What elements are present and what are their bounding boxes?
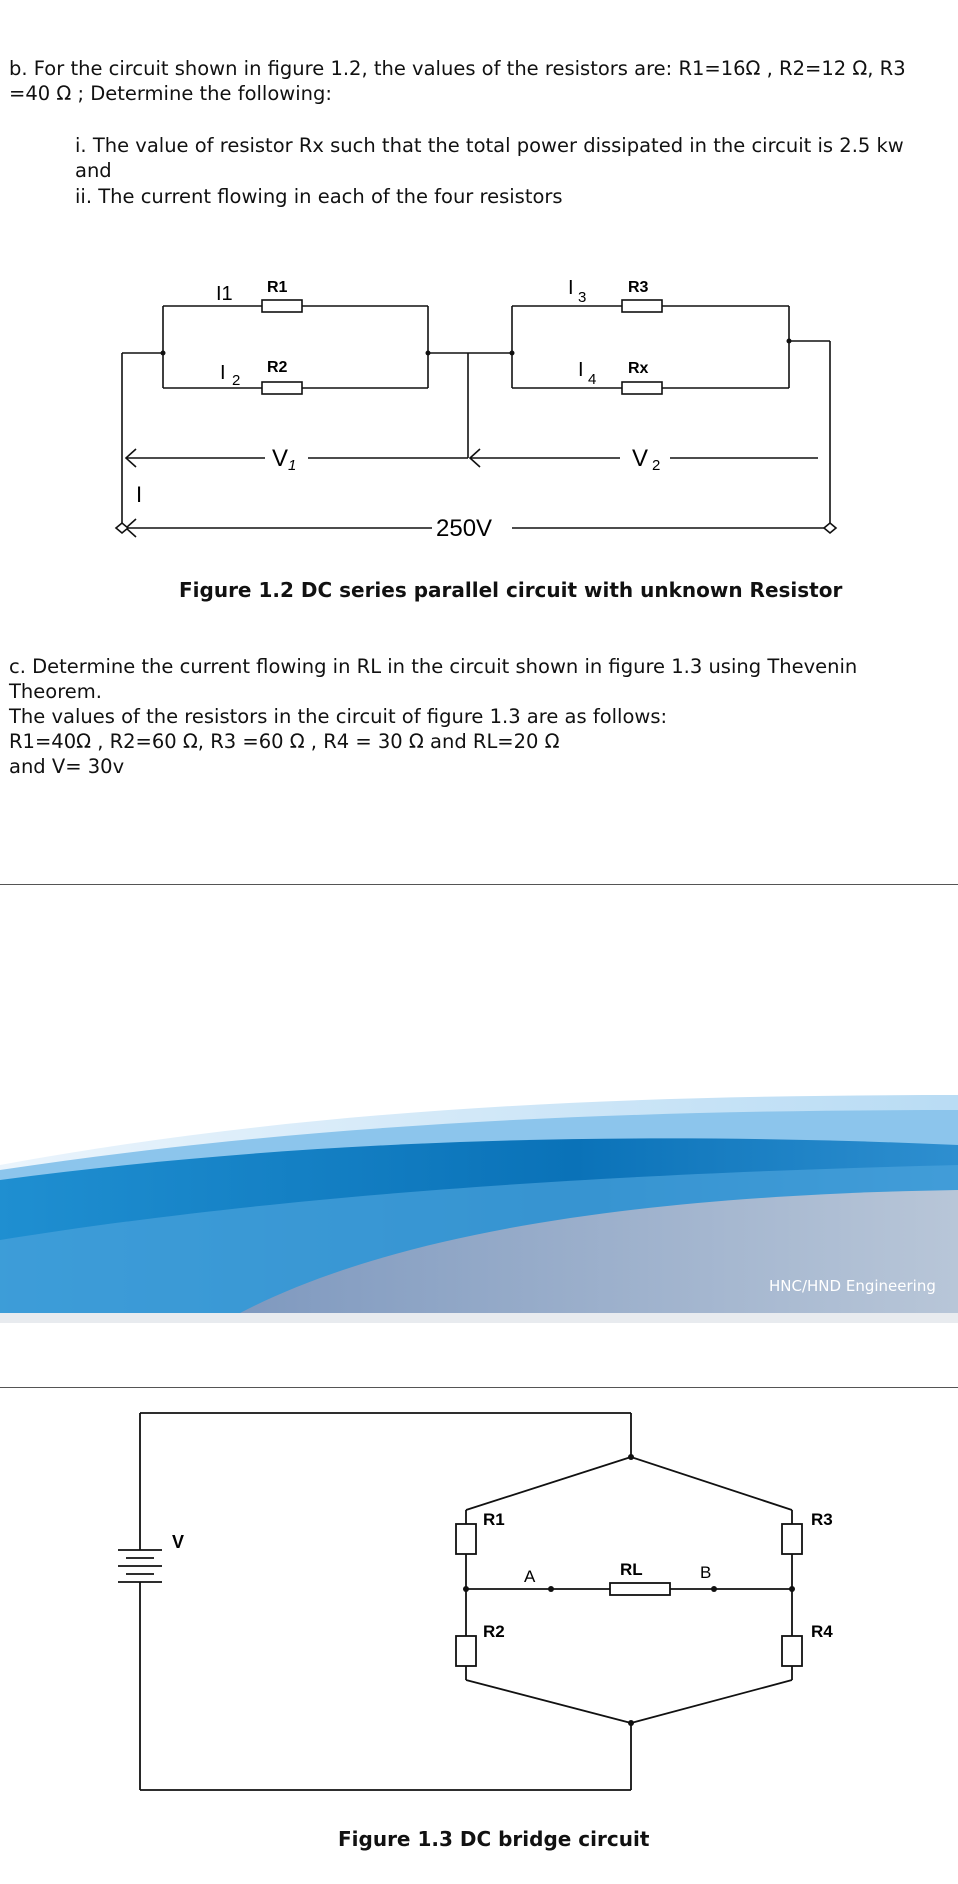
label-r1: R1 — [267, 279, 288, 296]
figure-1-3-diagram — [0, 1400, 958, 1820]
label-v1-sub: 1 — [288, 457, 297, 474]
label-i2-sub: 2 — [232, 372, 241, 389]
label-bridge-r4: R4 — [811, 1622, 833, 1641]
label-rx: Rx — [628, 360, 649, 377]
figure-1-2-caption: Figure 1.2 DC series parallel circuit with unknown Resistor — [179, 578, 843, 602]
label-node-a: A — [524, 1567, 536, 1586]
part-b-line1: b. For the circuit shown in figure 1.2, the values of the resistors are: R1=16Ω , R2=12 Ω, R3 — [9, 57, 906, 80]
label-v2: V — [632, 445, 649, 472]
label-i4: I — [578, 359, 584, 381]
label-rl: RL — [620, 1560, 643, 1579]
label-i4-sub: 4 — [588, 371, 597, 388]
label-current-i: I — [136, 482, 143, 507]
item-i-line2: and — [75, 159, 112, 182]
figure-1-3-caption: Figure 1.3 DC bridge circuit — [338, 1827, 650, 1851]
page-divider-top — [0, 884, 958, 885]
label-250v: 250V — [436, 515, 493, 542]
label-v1: V — [272, 445, 289, 472]
part-b-line2: =40 Ω ; Determine the following: — [9, 82, 332, 105]
part-c-line1: c. Determine the current flowing in RL in the circuit shown in figure 1.3 using Thevenin — [9, 655, 858, 678]
part-c-line3: The values of the resistors in the circuit of figure 1.3 are as follows: — [9, 705, 668, 728]
label-i3-sub: 3 — [578, 289, 587, 306]
label-i3: I — [568, 277, 574, 299]
label-v2-sub: 2 — [652, 457, 661, 474]
part-c-line4: R1=40Ω , R2=60 Ω, R3 =60 Ω , R4 = 30 Ω and RL=20 Ω — [9, 730, 560, 753]
item-i-line1: i. The value of resistor Rx such that the total power dissipated in the circuit is 2.5 kw — [75, 134, 904, 157]
label-r2: R2 — [267, 359, 288, 376]
item-ii: ii. The current flowing in each of the four resistors — [75, 185, 563, 208]
footer-text: HNC/HND Engineering — [769, 1277, 936, 1295]
figure-1-2-diagram — [0, 260, 958, 560]
label-bridge-r3: R3 — [811, 1510, 833, 1529]
label-node-b: B — [700, 1563, 712, 1582]
label-i2: I — [220, 362, 226, 384]
label-v: V — [172, 1532, 185, 1552]
part-c-line2: Theorem. — [9, 680, 102, 703]
label-r3: R3 — [628, 279, 649, 296]
part-c-line5: and V= 30v — [9, 755, 125, 778]
label-bridge-r1: R1 — [483, 1510, 505, 1529]
page-divider-bottom — [0, 1387, 958, 1388]
label-bridge-r2: R2 — [483, 1622, 505, 1641]
label-i1: I1 — [216, 283, 233, 305]
